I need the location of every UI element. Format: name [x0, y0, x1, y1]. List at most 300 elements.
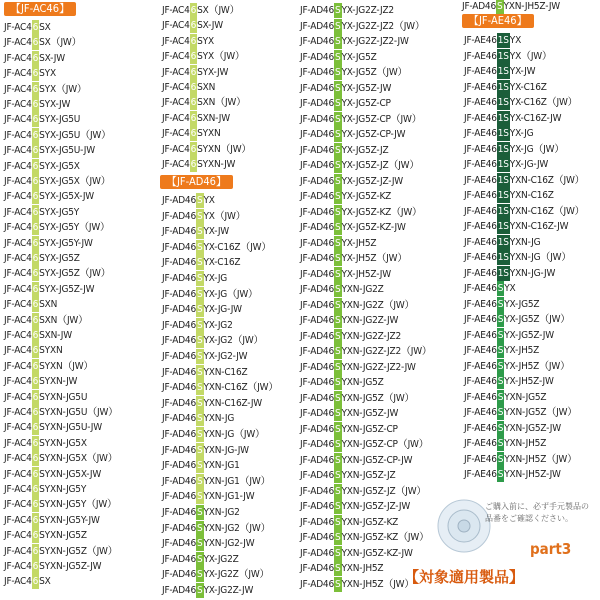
model-suffix: YXN-JG-JW [203, 444, 249, 456]
model-prefix: JF-AE46 [464, 329, 497, 341]
model-row [162, 271, 227, 286]
model-row [300, 313, 398, 328]
model-suffix: YX-JG5Z-JW [504, 329, 554, 341]
model-row [4, 97, 70, 112]
model-row [162, 396, 262, 411]
model-prefix: JF-AC4 [4, 114, 32, 126]
model-highlight: S [196, 241, 203, 253]
model-suffix: YX-JG5Z-KZ [341, 191, 392, 202]
model-suffix: SYX-JG5Y-JW [39, 237, 93, 249]
model-highlight: S [334, 237, 341, 249]
model-suffix: YXN-JG2Z（JW） [341, 299, 415, 311]
model-highlight: 1S [497, 66, 509, 77]
model-row [4, 20, 51, 35]
model-suffix: YX-JG5Z-JZ（JW） [341, 160, 420, 171]
model-row [300, 499, 410, 514]
model-highlight: S [334, 377, 341, 388]
model-highlight: 6 [32, 391, 39, 403]
model-highlight: S [334, 51, 341, 63]
model-suffix: YX-JG [203, 273, 228, 284]
model-row [4, 66, 56, 81]
model-prefix: JF-AD46 [300, 299, 334, 311]
model-suffix: YXN-JH5Z（JW） [504, 453, 577, 465]
model-row [464, 421, 561, 436]
model-highlight: 6 [190, 20, 197, 32]
model-suffix: YX-JG5Z（JW） [341, 67, 408, 78]
model-highlight: 6 [32, 422, 39, 434]
model-row [4, 405, 118, 420]
model-suffix: YXN-JG2Z-JZ2-JW [341, 361, 416, 373]
model-suffix: SYXN-JG5X（JW） [39, 453, 118, 465]
model-prefix: JF-AD46 [300, 470, 334, 481]
model-suffix: SYXN [39, 345, 63, 357]
model-suffix: YX-JG5Z-CP [341, 98, 391, 109]
model-row [300, 468, 395, 483]
model-highlight: S [334, 547, 341, 559]
model-prefix: JF-AD46 [300, 191, 334, 202]
model-prefix: JF-AD46 [162, 507, 196, 518]
model-row [162, 333, 263, 348]
model-prefix: JF-AD46 [300, 377, 334, 388]
model-highlight: S [497, 283, 504, 294]
model-suffix: YX [504, 283, 516, 294]
model-row [300, 267, 391, 282]
model-prefix: JF-AD46 [162, 351, 196, 362]
model-row [4, 313, 88, 328]
model-prefix: JF-AC4 [4, 499, 32, 511]
model-highlight: 6 [32, 330, 39, 341]
model-prefix: JF-AD46 [300, 361, 334, 373]
model-row [4, 205, 79, 220]
model-prefix: JF-AD46 [162, 585, 196, 596]
model-row [162, 209, 246, 224]
model-row [464, 204, 584, 219]
model-suffix: SYX [39, 68, 56, 80]
model-prefix: JF-AC4 [4, 191, 32, 203]
model-prefix: JF-AE46 [464, 422, 497, 434]
model-row [162, 126, 220, 141]
model-highlight: S [496, 1, 503, 12]
model-prefix: JF-AD46 [300, 454, 334, 466]
model-row [4, 266, 111, 281]
model-suffix: YX-JG5Z-KZ（JW） [341, 206, 422, 218]
model-prefix: JF-AC4 [4, 391, 32, 403]
model-row [4, 528, 87, 543]
model-highlight: 6 [32, 99, 39, 110]
model-suffix: YXN-JG1（JW） [203, 475, 271, 487]
model-highlight: S [196, 319, 203, 331]
model-row [464, 467, 561, 482]
model-prefix: JF-AC4 [4, 145, 32, 157]
model-prefix: JF-AD46 [162, 475, 196, 487]
model-suffix: SYXN-JG5U（JW） [39, 407, 118, 418]
model-prefix: JF-AC4 [4, 206, 32, 218]
model-row [4, 297, 57, 312]
model-suffix: SXN（JW） [197, 97, 246, 109]
model-prefix: JF-AC4 [4, 68, 32, 80]
model-suffix: SYXN-JG5Z [39, 530, 87, 542]
model-suffix: YX（JW） [203, 210, 246, 222]
model-row [464, 281, 516, 296]
model-highlight: 1S [497, 174, 509, 186]
model-suffix: YXN-JG5Z [341, 377, 384, 388]
model-highlight: 1S [497, 159, 509, 170]
model-highlight: S [196, 257, 203, 269]
model-suffix: YX-JG5Z-KZ-JW [341, 222, 406, 233]
model-row [464, 80, 547, 95]
model-highlight: S [497, 453, 504, 465]
model-highlight: 6 [32, 22, 39, 33]
model-suffix: YXN-JG5Z-JZ [341, 470, 396, 481]
model-suffix: YXN-JG5Z-KZ-JW [341, 547, 413, 559]
model-prefix: JF-AD46 [162, 241, 196, 253]
model-prefix: JF-AC4 [4, 561, 32, 572]
model-suffix: SX [39, 22, 51, 33]
model-suffix: YX-JG2Z [203, 553, 239, 565]
model-row [162, 111, 230, 126]
model-prefix: JF-AD46 [300, 423, 334, 435]
model-highlight: 6 [190, 35, 197, 47]
model-highlight: 6 [32, 453, 39, 465]
model-prefix: JF-AD46 [300, 129, 334, 140]
model-highlight: 6 [32, 299, 39, 311]
model-suffix: YXN-JG-JW [509, 267, 556, 279]
model-suffix: YX-JG5Z-CP-JW [341, 129, 406, 140]
model-prefix: JF-AD46 [300, 485, 334, 497]
model-highlight: S [497, 422, 504, 434]
model-highlight: S [196, 585, 203, 596]
model-highlight: S [497, 438, 504, 449]
model-suffix: SXN [197, 82, 216, 93]
model-highlight: S [196, 288, 203, 300]
model-suffix: YXN-JG2Z-JZ2（JW） [341, 346, 432, 357]
model-prefix: JF-AE46 [464, 174, 497, 186]
model-row [4, 282, 94, 297]
model-suffix: YX-JG5Z（JW） [504, 314, 571, 325]
model-highlight: S [334, 501, 341, 512]
model-prefix: JF-AE46 [464, 221, 497, 232]
model-row [4, 513, 100, 528]
model-suffix: YXN-JG5Z-CP-JW [341, 454, 413, 466]
model-prefix: JF-AD46 [162, 319, 196, 331]
model-highlight: 1S [497, 190, 509, 201]
model-prefix: JF-AC4 [4, 407, 32, 418]
model-suffix: SYXN-JG5U-JW [39, 422, 102, 434]
model-highlight: S [196, 304, 203, 316]
model-prefix: JF-AE46 [464, 236, 497, 248]
model-highlight: 6 [32, 253, 39, 264]
model-prefix: JF-AD46 [300, 268, 334, 280]
model-row [4, 559, 101, 574]
model-prefix: JF-AD46 [162, 288, 196, 300]
model-prefix: JF-AE46 [464, 298, 497, 310]
model-suffix: YXN-JH5Z [504, 438, 547, 449]
model-highlight: S [196, 522, 203, 534]
model-suffix: SXN-JW [39, 330, 72, 341]
model-prefix: JF-AD46 [162, 257, 196, 269]
model-row [4, 236, 93, 251]
model-row [464, 188, 554, 203]
model-row [162, 349, 247, 364]
model-suffix: YXN-JG5Z-CP [341, 423, 398, 435]
model-suffix: SYX-JG5X [39, 160, 80, 172]
model-highlight: S [334, 206, 341, 218]
model-row [464, 33, 521, 48]
model-suffix: YX-JW [203, 226, 230, 238]
model-row [4, 420, 102, 435]
model-prefix: JF-AD46 [300, 20, 334, 32]
model-row [4, 574, 51, 589]
model-prefix: JF-AC4 [162, 159, 190, 170]
model-row [300, 220, 406, 235]
model-row [300, 251, 407, 266]
model-row [462, 0, 560, 14]
model-highlight: S [196, 413, 203, 425]
model-highlight: 6 [32, 68, 39, 80]
model-row [162, 95, 246, 110]
model-suffix: YXN-JG5Z-KZ [341, 516, 399, 528]
model-row [300, 205, 422, 220]
model-suffix: YX-JG-JW [203, 304, 242, 316]
model-prefix: JF-AE46 [464, 190, 497, 201]
model-row [4, 51, 65, 66]
model-prefix: JF-AC4 [4, 129, 32, 141]
model-row [4, 390, 87, 405]
model-suffix: YXN-JG [509, 236, 541, 248]
model-prefix: JF-AD46 [162, 491, 196, 503]
model-highlight: 6 [32, 437, 39, 449]
model-highlight: S [196, 195, 203, 206]
model-suffix: SYX（JW） [39, 83, 87, 95]
model-row [162, 505, 240, 520]
model-suffix: YXN-JG2Z-JW [341, 315, 399, 326]
model-row [300, 437, 429, 452]
model-highlight: S [334, 439, 341, 450]
model-highlight: 1S [497, 236, 509, 248]
model-suffix: YX-JG5Z-CP（JW） [341, 113, 422, 125]
model-suffix: SXN [39, 299, 58, 311]
model-suffix: SYXN-JG5Y-JW [39, 514, 100, 526]
model-prefix: JF-AD46 [162, 553, 196, 565]
model-highlight: 6 [32, 314, 39, 326]
model-row [162, 240, 271, 255]
model-prefix: JF-AC4 [4, 268, 32, 280]
model-prefix: JF-AC4 [4, 22, 32, 33]
model-prefix: JF-AC4 [4, 437, 32, 449]
model-suffix: SYX-JG5Y [39, 206, 80, 218]
model-suffix: YX-JG2-JW [203, 351, 248, 362]
model-suffix: YXN-JH5Z [341, 563, 384, 574]
model-highlight: 6 [32, 514, 39, 526]
model-row [464, 64, 535, 79]
model-suffix: YXN-JH5Z-JW [503, 1, 560, 12]
model-highlight: S [497, 329, 504, 341]
model-prefix: JF-AD46 [300, 175, 334, 187]
model-row [162, 302, 242, 317]
model-highlight: S [334, 330, 341, 342]
model-highlight: 1S [497, 252, 509, 263]
model-prefix: JF-AD46 [162, 538, 196, 550]
model-highlight: 1S [497, 267, 509, 279]
model-highlight: 6 [32, 206, 39, 218]
model-suffix: YX-C16Z-JW [509, 112, 562, 124]
model-prefix: JF-AE46 [464, 391, 497, 403]
model-highlight: S [334, 392, 341, 404]
model-row [300, 484, 426, 499]
part-label: part3 [530, 540, 572, 558]
model-prefix: JF-AE46 [464, 66, 497, 77]
model-highlight: 6 [32, 145, 39, 157]
model-row [300, 515, 398, 530]
model-highlight: 6 [32, 360, 39, 372]
model-prefix: JF-AD46 [162, 444, 196, 456]
model-suffix: SYXN-JW [39, 376, 78, 388]
model-prefix: JF-AC4 [4, 468, 32, 480]
model-prefix: JF-AC4 [162, 82, 190, 93]
model-prefix: JF-AD46 [300, 82, 334, 94]
model-suffix: YXN-C16Z（JW） [203, 382, 279, 394]
model-row [4, 159, 80, 174]
model-suffix: YXN-JG5Z-CP（JW） [341, 439, 429, 450]
model-suffix: YXN-JG5Z [504, 391, 547, 403]
model-row [464, 328, 554, 343]
model-highlight: 6 [32, 37, 39, 49]
model-suffix: YX [509, 35, 522, 46]
model-prefix: JF-AE46 [464, 267, 497, 279]
model-prefix: JF-AD46 [162, 273, 196, 284]
model-highlight: 6 [32, 545, 39, 557]
model-row [4, 343, 62, 358]
model-prefix: JF-AD46 [162, 304, 196, 316]
model-suffix: SYXN（JW） [197, 143, 252, 155]
model-highlight: S [334, 5, 341, 16]
model-row [4, 544, 118, 559]
model-suffix: SX（JW） [197, 5, 240, 16]
model-row [4, 467, 101, 482]
model-prefix: JF-AC4 [4, 453, 32, 465]
model-highlight: S [196, 507, 203, 518]
model-row [162, 157, 235, 172]
model-suffix: YX-JH5Z-JW [341, 268, 391, 280]
model-row [464, 266, 555, 281]
model-highlight: S [334, 144, 341, 156]
model-prefix: JF-AE46 [464, 159, 497, 170]
model-highlight: 6 [32, 530, 39, 542]
model-row [300, 65, 407, 80]
model-row [300, 453, 412, 468]
model-highlight: 6 [32, 52, 39, 64]
model-row [162, 443, 249, 458]
model-row [464, 142, 564, 157]
model-suffix: YX-JG5Z [504, 298, 540, 310]
model-prefix: JF-AC4 [4, 176, 32, 187]
model-highlight: 1S [497, 221, 509, 232]
model-prefix: JF-AC4 [4, 299, 32, 311]
model-prefix: JF-AE46 [464, 252, 497, 263]
model-prefix: JF-AD46 [300, 501, 334, 512]
model-row [162, 318, 233, 333]
model-row [300, 112, 422, 127]
model-suffix: YX-JG2Z（JW） [203, 569, 270, 581]
model-suffix: YXN-C16Z-JW [509, 221, 569, 232]
model-highlight: S [334, 36, 341, 47]
model-prefix: JF-AC4 [4, 530, 32, 542]
model-highlight: S [196, 460, 203, 472]
model-row [464, 173, 584, 188]
model-highlight: 6 [32, 376, 39, 388]
model-highlight: 6 [32, 129, 39, 141]
model-row [162, 474, 270, 489]
model-prefix: JF-AD46 [300, 563, 334, 574]
model-highlight: 1S [497, 97, 509, 108]
model-highlight: S [334, 532, 341, 543]
model-prefix: JF-AC4 [4, 545, 32, 557]
model-prefix: JF-AD46 [300, 532, 334, 543]
model-row [300, 189, 391, 204]
model-row [464, 95, 577, 110]
model-highlight: S [334, 423, 341, 435]
model-highlight: 6 [190, 112, 197, 124]
model-row [300, 422, 398, 437]
model-highlight: S [334, 129, 341, 140]
model-highlight: S [334, 563, 341, 574]
model-highlight: S [497, 314, 504, 325]
model-suffix: YX-C16Z（JW） [203, 241, 272, 253]
model-highlight: S [334, 516, 341, 528]
model-prefix: JF-AC4 [4, 283, 32, 295]
model-highlight: S [196, 429, 203, 440]
model-prefix: JF-AD46 [462, 1, 496, 12]
model-prefix: JF-AD46 [162, 429, 196, 440]
model-row [4, 174, 111, 189]
model-suffix: SYXN-JG5U [39, 391, 88, 403]
model-prefix: JF-AC4 [162, 51, 190, 63]
model-highlight: 6 [32, 222, 39, 234]
model-suffix: YX-JG2Z-JZ2 [341, 5, 394, 16]
model-highlight: S [334, 346, 341, 357]
model-suffix: YX-JG5Z-JZ [341, 144, 389, 156]
model-highlight: 6 [32, 499, 39, 511]
model-suffix: YXN-JG [203, 413, 235, 425]
model-prefix: JF-AD46 [162, 522, 196, 534]
model-prefix: JF-AD46 [300, 516, 334, 528]
model-suffix: YX-JG（JW） [203, 288, 258, 300]
model-highlight: S [334, 470, 341, 481]
model-row [162, 65, 228, 80]
model-row [4, 497, 117, 512]
model-suffix: SYXN-JG5X [39, 437, 87, 449]
model-suffix: SX（JW） [39, 37, 82, 49]
model-highlight: S [196, 444, 203, 456]
model-row [162, 567, 269, 582]
model-row [4, 82, 87, 97]
model-prefix: JF-AC4 [4, 314, 32, 326]
model-row [4, 112, 80, 127]
model-prefix: JF-AD46 [300, 408, 334, 419]
model-prefix: JF-AC4 [4, 514, 32, 526]
model-highlight: 6 [32, 561, 39, 572]
model-suffix: SX-JW [197, 20, 223, 32]
model-row [464, 436, 546, 451]
model-row [464, 219, 568, 234]
model-highlight: S [334, 454, 341, 466]
model-row [464, 343, 539, 358]
model-suffix: YXN-C16Z（JW） [509, 205, 585, 217]
model-row [162, 583, 253, 598]
section-header-ae46: 【JF-AE46】 [462, 14, 534, 28]
model-highlight: S [196, 569, 203, 581]
model-prefix: JF-AD46 [162, 397, 196, 409]
